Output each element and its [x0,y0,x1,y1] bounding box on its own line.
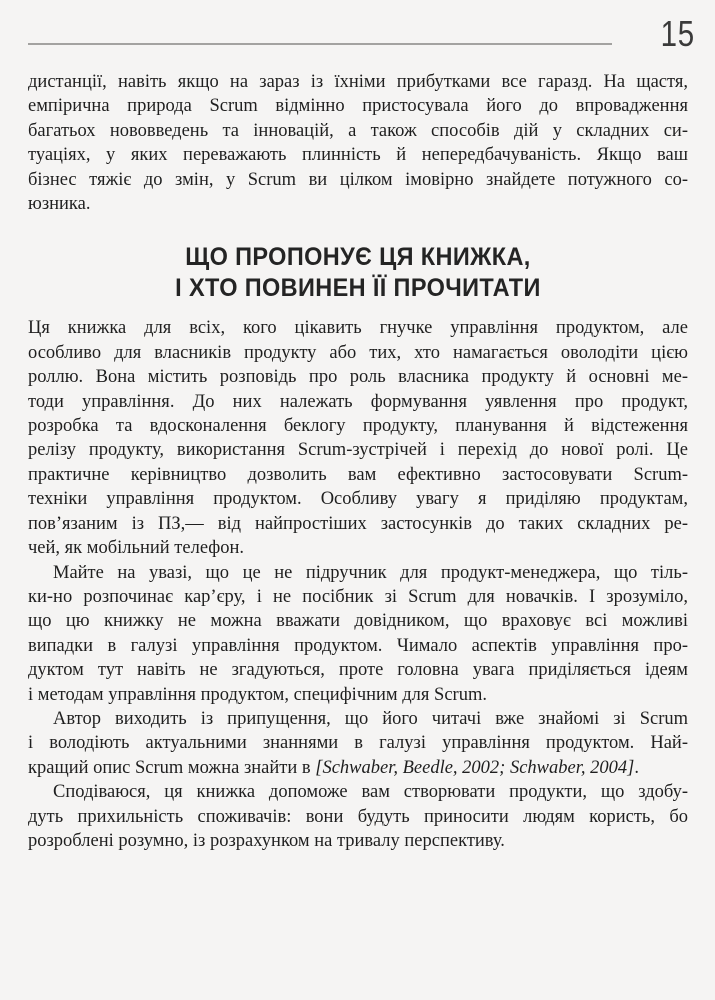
text-line [28,634,688,658]
paragraph [28,780,688,853]
text-segment: дуктом тут навіть не згадуються, проте головна увага приділяється ідеям [28,660,688,681]
text-segment: емпірична природа Scrum відмінно пристосувала його до впровадження [28,96,688,117]
text-line [28,168,688,192]
paragraph [28,707,688,780]
text-segment: багатьох нововведень та інновацій, а також способів дій у складних си- [28,120,688,141]
text-segment: Автор виходить із припущення, що його читачі вже знайомі зі Scrum [53,708,688,729]
text-line [28,731,688,755]
text-line [28,70,688,94]
text-segment: і володіють актуальними знаннями в галузі управління продуктом. Най- [28,733,688,754]
text-line [28,609,688,633]
header-rule [28,43,612,45]
text-segment: практичне керівництво дозволить вам ефективно застосовувати Scrum- [28,464,688,485]
text-segment: бізнес тяжіє до змін, у Scrum ви цілком імовірно знайдете потужного со- [28,169,688,190]
text-segment: туаціях, у яких переважають плинність й непередбачуваність. Якщо ваш [28,145,688,166]
text-segment: . [634,757,639,778]
text-line [28,829,688,853]
section-paragraphs [28,316,688,853]
text-segment: техніки управління продуктом. Особливу увагу я приділяю продуктам, [28,489,688,510]
text-line [28,438,688,462]
text-line [28,390,688,414]
continuation-paragraphs [28,70,688,216]
text-segment: релізу продукту, використання Scrum-зустрічей і перехід до нової ролі. Це [28,440,688,461]
text-line [28,512,688,536]
text-segment: Майте на увазі, що це не підручник для продукт-менеджера, що тіль- [53,562,688,583]
page-number: 15 [660,13,695,54]
text-line [28,536,688,560]
text-line [28,192,688,216]
text-segment: і методам управління продуктом, специфічним для Scrum. [28,684,487,705]
text-segment: особливо для власників продукту або тих, хто намагається оволодіти цією [28,342,688,363]
text-segment: Ця книжка для всіх, кого цікавить гнучке управління продуктом, але [28,318,688,339]
text-line [28,463,688,487]
paragraph [28,316,688,560]
text-line [28,658,688,682]
text-line [28,683,688,707]
text-segment: що цю книжку не можна вважати довідником, що враховує всі можливі [28,611,688,632]
text-line [28,365,688,389]
text-segment: дистанції, навіть якщо на зараз із їхніми прибутками все гаразд. На щастя, [28,72,688,92]
text-segment: чей, як мобільний телефон. [28,538,245,559]
paragraph [28,70,688,216]
text-segment: тоди управління. До них належать формування уявлення про продукт, [28,391,688,412]
text-line [28,341,688,365]
text-segment: юзника. [28,194,91,215]
section-heading-line2: І ХТО ПОВИНЕН ЇЇ ПРОЧИТАТИ [175,274,541,303]
text-line [28,805,688,829]
text-segment: випадки в галузі управління продуктом. Чимало аспектів управління про- [28,635,688,656]
section-heading [48,242,668,304]
text-line [28,94,688,118]
paragraph [28,561,688,707]
text-line [28,487,688,511]
section-heading-line1: ЩО ПРОПОНУЄ ЦЯ КНИЖКА, [185,243,531,272]
text-line [28,143,688,167]
text-segment: роллю. Вона містить розповідь про роль власника продукту й основні ме- [28,367,688,388]
text-segment: пов’язаним із ПЗ,— від найпростіших застосунків до таких складних ре- [28,513,688,534]
text-line [28,119,688,143]
text-segment: розробка та вдосконалення беклогу продукту, планування й відстеження [28,416,688,437]
text-segment: кращий опис Scrum можна знайти в [28,757,316,778]
citation-text: [Schwaber, Beedle, 2002; Schwaber, 2004] [315,757,635,778]
text-line [28,561,688,585]
text-segment: розроблені розумно, із розрахунком на тривалу перспективу. [28,830,505,851]
text-line [28,756,688,780]
text-line [28,316,688,340]
text-segment: ки-но розпочинає кар’єру, і не посібник зі Scrum для новачків. І зрозуміло, [28,586,688,607]
text-line [28,414,688,438]
text-line [28,780,688,804]
page-body [28,70,688,853]
text-segment: дуть прихильність споживачів: вони будуть приносити людям користь, бо [28,806,688,827]
text-line [28,585,688,609]
text-line [28,707,688,731]
text-segment: Сподіваюся, ця книжка допоможе вам створювати продукти, що здобу- [53,782,688,803]
